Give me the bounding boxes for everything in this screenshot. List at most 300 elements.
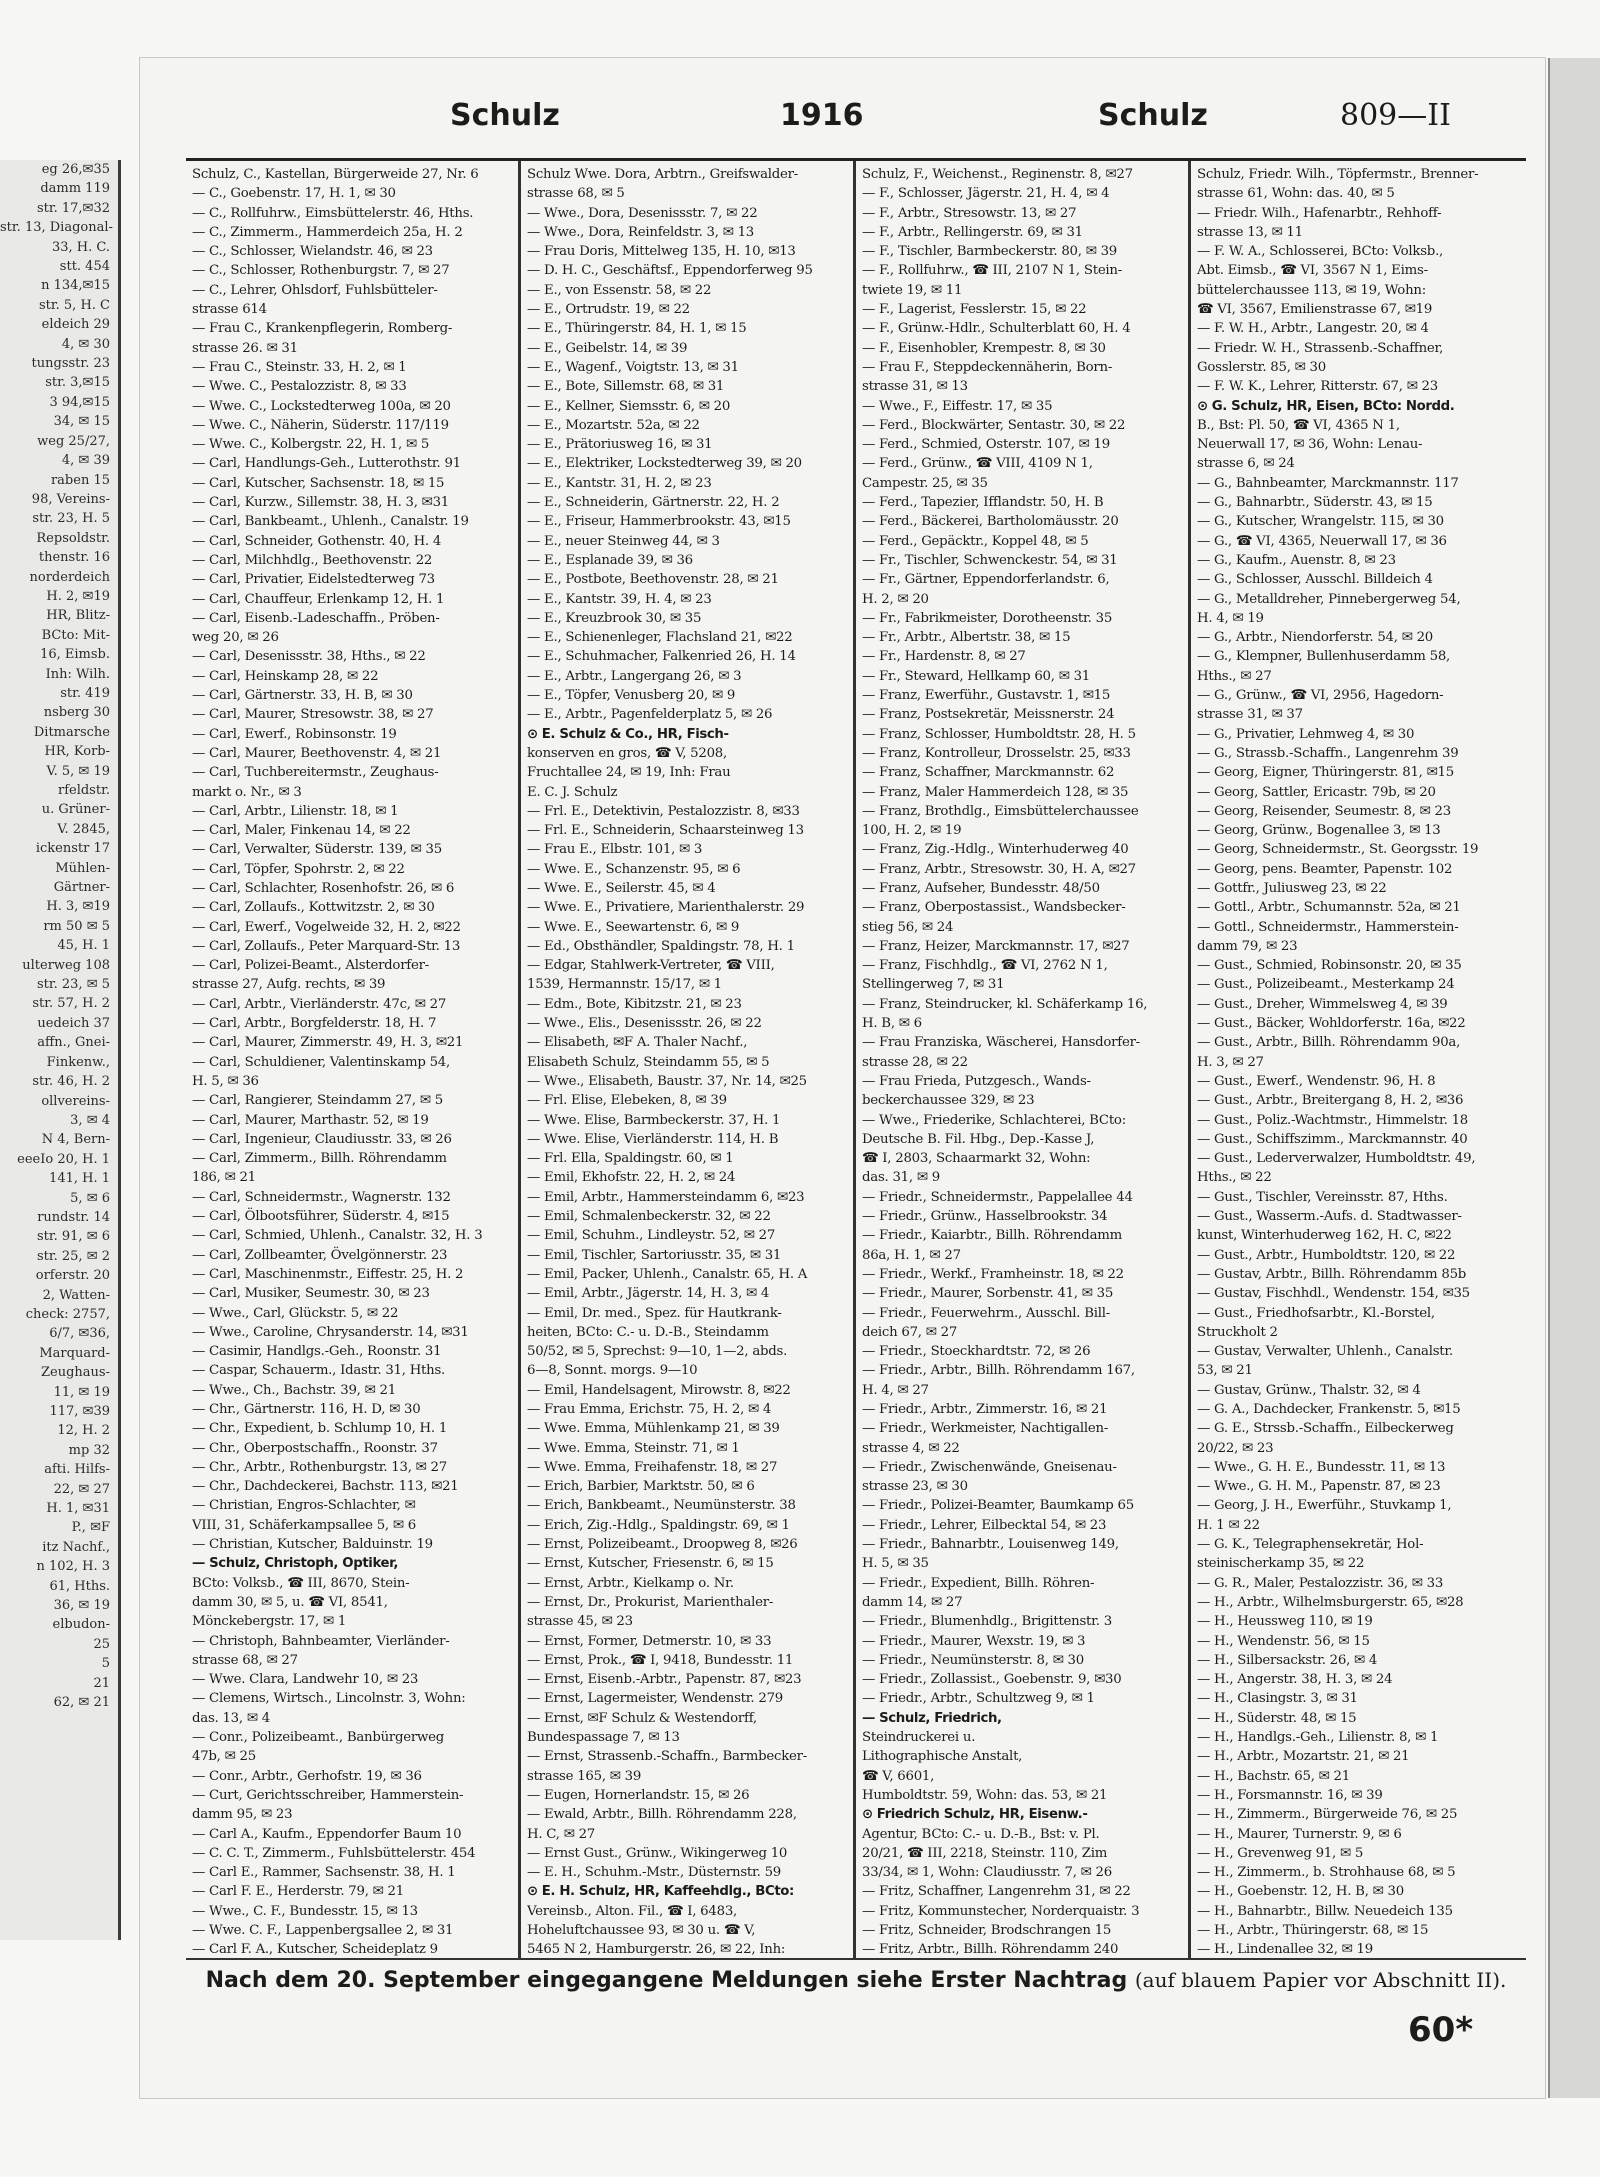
entry-text: — Carl, Desenissstr. 38, Hths., ✉ 22	[192, 649, 426, 665]
entry-text: Neuerwall 17, ✉ 36, Wohn: Lenau-	[1197, 437, 1423, 453]
directory-entry	[1197, 1632, 1522, 1651]
directory-entry	[192, 1767, 514, 1786]
entry-text: — Wwe. E., Seilerstr. 45, ✉ 4	[527, 880, 716, 896]
directory-entry	[862, 1207, 1184, 1226]
footer-note	[186, 1958, 1526, 2008]
entry-text: — E., neuer Steinweg 44, ✉ 3	[527, 533, 720, 549]
directory-entry	[1197, 1111, 1522, 1130]
entry-text: — Carl, Eisenb.-Ladeschaffn., Pröben-	[192, 610, 440, 626]
previous-page-line: elbudon-	[52, 1617, 110, 1633]
directory-entry	[527, 397, 849, 416]
entry-text: — E., Postbote, Beethovenstr. 28, ✉ 21	[527, 572, 779, 588]
entry-text: — C., Schlosser, Wielandstr. 46, ✉ 23	[192, 244, 433, 260]
entry-text: — Franz, Aufseher, Bundesstr. 48/50	[862, 880, 1100, 896]
entry-text: — Chr., Gärtnerstr. 116, H. D, ✉ 30	[192, 1402, 421, 1417]
entry-text: ☎ VI, 3567, Emilienstrasse 67, ✉19	[1197, 302, 1433, 318]
entry-text: — Ernst, Dr., Prokurist, Marienthaler-	[527, 1594, 774, 1610]
directory-entry	[527, 1188, 849, 1207]
directory-entry	[192, 647, 514, 666]
directory-entry	[862, 1940, 1184, 1959]
directory-entry	[527, 454, 849, 473]
directory-entry	[192, 783, 514, 802]
directory-entry	[192, 281, 514, 300]
directory-entry	[1197, 1381, 1522, 1400]
page-edge	[1548, 58, 1600, 2098]
entry-text: E. C. J. Schulz	[527, 784, 618, 800]
previous-page-line: ickenstr 17	[35, 841, 110, 857]
directory-entry	[527, 686, 849, 705]
entry-text: — Friedr., Neumünsterstr. 8, ✉ 30	[862, 1652, 1084, 1668]
directory-entry	[1197, 1921, 1522, 1940]
entry-text: 20/21, ☎ III, 2218, Steinstr. 110, Zim	[862, 1845, 1108, 1861]
entry-text: — Frau C., Krankenpflegerin, Romberg-	[192, 321, 453, 337]
entry-text: strasse 23, ✉ 30	[862, 1479, 968, 1495]
entry-text: strasse 31, ✉ 13	[862, 379, 968, 395]
previous-page-line: itz Nachf.,	[42, 1539, 110, 1555]
entry-text: — G., Metalldreher, Pinnebergerweg 54,	[1197, 591, 1461, 607]
directory-entry	[862, 1091, 1184, 1110]
directory-entry	[862, 1458, 1184, 1477]
entry-text: — Gust., Wasserm.-Aufs. d. Stadtwasser-	[1197, 1209, 1462, 1225]
directory-entry	[192, 1554, 514, 1573]
directory-entry	[527, 667, 849, 686]
entry-text: — Carl, Maurer, Beethovenstr. 4, ✉ 21	[192, 745, 442, 761]
entry-text: strasse 68, ✉ 27	[192, 1652, 298, 1668]
directory-entry	[527, 609, 849, 628]
entry-text: — C., Schlosser, Rothenburgstr. 7, ✉ 27	[192, 263, 450, 279]
entry-text: — Wwe. Emma, Steinstr. 71, ✉ 1	[527, 1440, 740, 1456]
entry-text: markt o. Nr., ✉ 3	[192, 784, 302, 800]
directory-entry	[527, 184, 849, 203]
entry-text: Lithographische Anstalt,	[862, 1749, 1023, 1765]
directory-entry	[862, 474, 1184, 493]
directory-entry	[192, 1419, 514, 1438]
entry-text: — Friedr., Polizei-Beamter, Baumkamp 65	[862, 1498, 1134, 1514]
directory-entry	[1197, 1786, 1522, 1805]
entry-text: — Erich, Zig.-Hdlg., Spaldingstr. 69, ✉ 1	[527, 1517, 790, 1533]
entry-text: — E., Mozartstr. 52a, ✉ 22	[527, 417, 700, 433]
directory-entry	[192, 1149, 514, 1168]
entry-text: — Friedr., Schneidermstr., Pappelallee 44	[862, 1189, 1133, 1205]
previous-page-line: n 134,✉15	[41, 278, 110, 294]
entry-text: konserven en gros, ☎ V, 5208,	[527, 745, 727, 761]
entry-text: — Carl, Zimmerm., Billh. Röhrendamm	[192, 1151, 447, 1167]
directory-entry	[1197, 1767, 1522, 1786]
directory-entry	[527, 1882, 849, 1901]
directory-entry	[192, 1361, 514, 1380]
previous-page-line: str. 5, H. C	[38, 297, 110, 313]
previous-page-line: str. 3,✉15	[45, 375, 110, 391]
directory-entry	[527, 1844, 849, 1863]
entry-text: H. 4, ✉ 19	[1197, 610, 1264, 626]
directory-entry	[527, 1554, 849, 1573]
entry-text: — E., Arbtr., Pagenfelderplatz 5, ✉ 26	[527, 707, 773, 723]
previous-page-line: 5	[101, 1656, 110, 1672]
entry-text: Friedrich Schulz, HR, Eisenw.-	[876, 1807, 1088, 1823]
entry-text: — Frl. E., Detektivin, Pestalozzistr. 8, ✉33	[527, 803, 800, 819]
directory-entry	[1197, 667, 1522, 686]
entry-text: — Carl, Ölbootsführer, Süderstr. 4, ✉15	[192, 1209, 450, 1225]
directory-entry	[862, 1477, 1184, 1496]
directory-entry	[1197, 1246, 1522, 1265]
directory-entry	[192, 1226, 514, 1245]
previous-page-line: 5, ✉ 6	[70, 1190, 110, 1206]
directory-entry	[527, 1265, 849, 1284]
entry-text: — Wwe., Elis., Desenissstr. 26, ✉ 22	[527, 1016, 762, 1032]
directory-entry	[527, 725, 849, 744]
entry-text: — Carl A., Kaufm., Eppendorfer Baum 10	[192, 1826, 462, 1842]
entry-text: — H., Maurer, Turnerstr. 9, ✉ 6	[1197, 1826, 1402, 1842]
directory-entry	[862, 1111, 1184, 1130]
entry-text: — Franz, Fischhdlg., ☎ VI, 2762 N 1,	[862, 958, 1108, 974]
directory-entry	[862, 1188, 1184, 1207]
entry-text: strasse 165, ✉ 39	[527, 1768, 642, 1784]
directory-entry	[862, 1400, 1184, 1419]
entry-text: — G., Grünw., ☎ VI, 2956, Hagedorn-	[1197, 688, 1444, 704]
directory-entry	[862, 975, 1184, 994]
directory-entry	[862, 1709, 1184, 1728]
previous-page-line: 16, Eimsb.	[40, 647, 110, 663]
directory-entry	[192, 1844, 514, 1863]
entry-text: — Wwe. E., Privatiere, Marienthalerstr. 29	[527, 900, 805, 916]
directory-entry	[527, 1863, 849, 1882]
entry-text: — Chr., Dachdeckerei, Bachstr. 113, ✉21	[192, 1479, 459, 1495]
directory-entry	[527, 319, 849, 338]
directory-entry	[862, 686, 1184, 705]
entry-text: strasse 45, ✉ 23	[527, 1614, 633, 1630]
directory-entry	[527, 281, 849, 300]
previous-page-line: H. 1, ✉31	[46, 1501, 110, 1517]
entry-text: ☎ I, 2803, Schaarmarkt 32, Wohn:	[862, 1151, 1091, 1167]
directory-entry	[527, 1053, 849, 1072]
directory-entry	[192, 1284, 514, 1303]
entry-text: das. 13, ✉ 4	[192, 1710, 270, 1726]
previous-page-line: norderdeich	[29, 569, 110, 585]
entry-text: Vereinsb., Alton. Fil., ☎ I, 6483,	[527, 1903, 738, 1919]
entry-text: — Carl, Arbtr., Borgfelderstr. 18, H. 7	[192, 1016, 437, 1032]
entry-text: — Ernst, Former, Detmerstr. 10, ✉ 33	[527, 1633, 772, 1649]
directory-entry	[527, 1651, 849, 1670]
directory-entry	[1197, 184, 1522, 203]
directory-entry	[192, 1188, 514, 1207]
directory-entry	[527, 1689, 849, 1708]
directory-entry	[192, 474, 514, 493]
entry-text: — Friedr., Maurer, Wexstr. 19, ✉ 3	[862, 1633, 1086, 1649]
entry-text: — Christoph, Bahnbeamter, Vierländer-	[192, 1633, 450, 1649]
entry-text: strasse 28, ✉ 22	[862, 1054, 968, 1070]
directory-entry	[862, 1342, 1184, 1361]
directory-entry	[862, 1304, 1184, 1323]
previous-page-line: u. Grüner-	[41, 802, 110, 818]
directory-entry	[192, 1921, 514, 1940]
directory-entry	[527, 261, 849, 280]
directory-entry	[527, 975, 849, 994]
entry-text: — G., Privatier, Lehmweg 4, ✉ 30	[1197, 726, 1415, 742]
header-year: 1916	[780, 98, 864, 133]
entry-text: Bundespassage 7, ✉ 13	[527, 1730, 680, 1746]
directory-entry	[862, 1033, 1184, 1052]
previous-page-line: uedeich 37	[37, 1015, 110, 1031]
previous-page-line: 22, ✉ 27	[53, 1481, 110, 1497]
previous-page-line: 25	[93, 1636, 110, 1652]
directory-entry	[1197, 1072, 1522, 1091]
entry-text: — Carl, Schuldiener, Valentinskamp 54,	[192, 1054, 450, 1070]
previous-page-line: damm 119	[40, 181, 110, 197]
entry-text: — G. K., Telegraphensekretär, Hol-	[1197, 1537, 1424, 1553]
directory-entry	[192, 1728, 514, 1747]
entry-text: — G., Klempner, Bullenhuserdamm 58,	[1197, 649, 1451, 665]
previous-page-line: 3 94,✉15	[49, 394, 110, 410]
directory-entry	[527, 1400, 849, 1419]
previous-page-line: 117, ✉39	[49, 1404, 110, 1419]
entry-text: H. 2, ✉ 20	[862, 591, 929, 607]
previous-page-line: str. 91, ✉ 6	[36, 1229, 110, 1245]
directory-entry	[1197, 1593, 1522, 1612]
circle-bullet-icon: ⊙	[527, 1884, 538, 1900]
entry-text: — H., Arbtr., Mozartstr. 21, ✉ 21	[1197, 1749, 1410, 1765]
entry-text: — G., Schlosser, Ausschl. Billdeich 4	[1197, 572, 1433, 588]
directory-entry	[192, 956, 514, 975]
directory-entry	[192, 1593, 514, 1612]
entry-text: — Gustav, Arbtr., Billh. Röhrendamm 85b	[1197, 1266, 1467, 1282]
entry-text: Schulz, C., Kastellan, Bürgerweide 27, Nr. 6	[192, 167, 479, 182]
directory-entry	[862, 223, 1184, 242]
entry-text: — Wwe. E., Schanzenstr. 95, ✉ 6	[527, 861, 741, 877]
entry-text: Elisabeth Schulz, Steindamm 55, ✉ 5	[527, 1054, 770, 1070]
entry-text: — E., Kellner, Siemsstr. 6, ✉ 20	[527, 398, 731, 414]
directory-entry	[862, 1767, 1184, 1786]
previous-page-line: eg 26,✉35	[41, 162, 110, 177]
entry-text: 53, ✉ 21	[1197, 1363, 1253, 1379]
directory-entry	[192, 377, 514, 396]
entry-text: — E., Bote, Sillemstr. 68, ✉ 31	[527, 379, 725, 395]
directory-entry	[862, 1825, 1184, 1844]
directory-entry	[1197, 397, 1522, 416]
directory-entry	[527, 763, 849, 782]
entry-text: — Fr., Arbtr., Albertstr. 38, ✉ 15	[862, 630, 1071, 646]
directory-entry	[527, 1111, 849, 1130]
directory-entry	[192, 918, 514, 937]
directory-entry	[862, 454, 1184, 473]
previous-page-line: N 4, Bern-	[41, 1132, 110, 1148]
previous-page-line: HR, Blitz-	[46, 608, 110, 624]
entry-text: — Georg, Schneidermstr., St. Georgsstr. 19	[1197, 842, 1479, 858]
entry-text: — Carl, Polizei-Beamt., Alsterdorfer-	[192, 958, 429, 974]
directory-entry	[1197, 1304, 1522, 1323]
entry-text: — Georg, Eigner, Thüringerstr. 81, ✉15	[1197, 765, 1454, 781]
entry-text: — F., Arbtr., Rellingerstr. 69, ✉ 31	[862, 224, 1083, 240]
entry-text: — H., Forsmannstr. 16, ✉ 39	[1197, 1787, 1383, 1803]
directory-entry	[862, 204, 1184, 223]
entry-text: Agentur, BCto: C.- u. D.-B., Bst: v. Pl.	[862, 1826, 1100, 1842]
entry-text: — Wwe., Dora, Reinfeldstr. 3, ✉ 13	[527, 224, 754, 240]
entry-text: — Carl, Ewerf., Robinsonstr. 19	[192, 726, 397, 742]
entry-text: G. Schulz, HR, Eisen, BCto: Nordd.	[1211, 398, 1455, 414]
entry-text: — H., Heussweg 110, ✉ 19	[1197, 1614, 1373, 1630]
entry-text: — Gottl., Arbtr., Schumannstr. 52a, ✉ 21	[1197, 900, 1461, 916]
previous-page-line: 45, H. 1	[57, 938, 110, 954]
entry-text: — Wwe. C., Pestalozzistr. 8, ✉ 33	[192, 379, 407, 395]
directory-entry	[862, 1612, 1184, 1631]
entry-text: — H., Arbtr., Wilhelmsburgerstr. 65, ✉28	[1197, 1594, 1464, 1610]
entry-text: — Carl, Schneider, Gothenstr. 40, H. 4	[192, 533, 442, 549]
directory-entry	[1197, 1014, 1522, 1033]
entry-text: 186, ✉ 21	[192, 1170, 256, 1186]
directory-entry	[1197, 1496, 1522, 1515]
entry-text: — Fr., Hardenstr. 8, ✉ 27	[862, 649, 1026, 665]
entry-text: — Friedr. W. H., Strassenb.-Schaffner,	[1197, 340, 1444, 356]
entry-text: — Friedr., Arbtr., Schultzweg 9, ✉ 1	[862, 1691, 1095, 1707]
previous-page-line: str. 17,✉32	[36, 200, 110, 216]
entry-text: — Ernst, ✉F Schulz & Westendorff,	[527, 1710, 757, 1726]
directory-entry	[192, 1111, 514, 1130]
directory-entry	[192, 435, 514, 454]
entry-text: — Ernst, Arbtr., Kielkamp o. Nr.	[527, 1575, 734, 1591]
previous-page-line: 4, ✉ 30	[61, 336, 110, 352]
directory-entry	[527, 1419, 849, 1438]
entry-text: steinischerkamp 35, ✉ 22	[1197, 1556, 1365, 1572]
directory-entry	[527, 242, 849, 261]
directory-entry	[527, 783, 849, 802]
directory-entry	[527, 1014, 849, 1033]
entry-text: — Friedr. Wilh., Hafenarbtr., Rehhoff-	[1197, 205, 1442, 221]
directory-entry	[527, 1786, 849, 1805]
previous-page-line: str. 57, H. 2	[32, 996, 110, 1012]
directory-entry	[527, 377, 849, 396]
entry-text: Schulz, Friedr. Wilh., Töpfermstr., Brenner-	[1197, 167, 1479, 182]
directory-entry	[1197, 474, 1522, 493]
entry-text: — G., Bahnbeamter, Marckmannstr. 117	[1197, 475, 1459, 491]
directory-entry	[527, 1323, 849, 1342]
entry-text: — Carl, Maurer, Stresowstr. 38, ✉ 27	[192, 707, 434, 723]
directory-entry	[527, 1805, 849, 1824]
entry-text: Gosslerstr. 85, ✉ 30	[1197, 359, 1326, 375]
directory-entry	[1197, 551, 1522, 570]
directory-entry	[862, 1689, 1184, 1708]
entry-text: — E., Arbtr., Langergang 26, ✉ 3	[527, 668, 742, 684]
entry-text: strasse 68, ✉ 5	[527, 186, 625, 202]
directory-entry	[1197, 319, 1522, 338]
entry-text: — H., Grevenweg 91, ✉ 5	[1197, 1845, 1364, 1861]
entry-text: Campestr. 25, ✉ 35	[862, 475, 988, 491]
entry-text: — H., Zimmerm., Bürgerweide 76, ✉ 25	[1197, 1807, 1458, 1823]
directory-entry	[527, 1747, 849, 1766]
entry-text: — Caspar, Schauerm., Idastr. 31, Hths.	[192, 1363, 445, 1379]
directory-entry	[862, 300, 1184, 319]
entry-text: H. 3, ✉ 27	[1197, 1054, 1264, 1070]
previous-page-line: str. 13, Diagonal-	[0, 220, 113, 236]
directory-entry	[1197, 763, 1522, 782]
entry-text: büttelerchaussee 113, ✉ 19, Wohn:	[1197, 282, 1426, 298]
entry-text: — E., Elektriker, Lockstedterweg 39, ✉ 20	[527, 456, 802, 472]
directory-entry	[1197, 1091, 1522, 1110]
entry-text: — Franz, Ewerführ., Gustavstr. 1, ✉15	[862, 688, 1111, 704]
column-4	[1191, 161, 1526, 1959]
entry-text: — Ernst Gust., Grünw., Wikingerweg 10	[527, 1845, 788, 1861]
previous-page-line: Mühlen-	[55, 860, 110, 876]
entry-text: — Gust., Lederverwalzer, Humboldtstr. 49,	[1197, 1151, 1476, 1167]
directory-entry	[192, 1689, 514, 1708]
entry-text: 100, H. 2, ✉ 19	[862, 823, 962, 839]
directory-entry	[862, 628, 1184, 647]
entry-text: — Carl, Schneidermstr., Wagnerstr. 132	[192, 1189, 451, 1205]
directory-entry	[862, 725, 1184, 744]
directory-entry	[192, 1651, 514, 1670]
entry-text: — Emil, Schmalenbeckerstr. 32, ✉ 22	[527, 1209, 771, 1225]
entry-text: — Ferd., Schmied, Osterstr. 107, ✉ 19	[862, 437, 1110, 453]
entry-text: — Friedr., Zollassist., Goebenstr. 9, ✉30	[862, 1672, 1122, 1688]
directory-entry	[527, 1940, 849, 1959]
directory-entry	[192, 1381, 514, 1400]
directory-entry	[862, 1747, 1184, 1766]
entry-text: — Gottl., Schneidermstr., Hammerstein-	[1197, 919, 1459, 935]
directory-entry	[192, 1786, 514, 1805]
directory-entry	[1197, 358, 1522, 377]
entry-text: — E., Schneiderin, Gärtnerstr. 22, H. 2	[527, 495, 780, 511]
entry-text: 86a, H. 1, ✉ 27	[862, 1247, 961, 1263]
entry-text: — Gust., Ewerf., Wendenstr. 96, H. 8	[1197, 1073, 1436, 1089]
directory-entry	[862, 1072, 1184, 1091]
directory-entry	[862, 1014, 1184, 1033]
directory-entry	[1197, 1342, 1522, 1361]
entry-text: — Franz, Oberpostassist., Wandsbecker-	[862, 900, 1126, 916]
directory-entry	[862, 995, 1184, 1014]
entry-text: — E., Kantstr. 31, H. 2, ✉ 23	[527, 475, 712, 491]
directory-entry	[1197, 1689, 1522, 1708]
entry-text: — Carl, Maurer, Marthastr. 52, ✉ 19	[192, 1112, 429, 1128]
directory-entry	[192, 512, 514, 531]
directory-entry	[192, 1670, 514, 1689]
entry-text: — F., Schlosser, Jägerstr. 21, H. 4, ✉ 4	[862, 186, 1110, 202]
directory-entry	[1197, 609, 1522, 628]
entry-text: — Wwe., Carl, Glückstr. 5, ✉ 22	[192, 1305, 399, 1321]
directory-entry	[192, 1033, 514, 1052]
entry-text: — Emil, Packer, Uhlenh., Canalstr. 65, H. A	[527, 1266, 808, 1282]
directory-entry	[1197, 647, 1522, 666]
entry-text: — Frau Franziska, Wäscherei, Hansdorfer-	[862, 1035, 1140, 1051]
entry-text: — Gustav, Verwalter, Uhlenh., Canalstr.	[1197, 1344, 1454, 1360]
entry-text: — Wwe., Ch., Bachstr. 39, ✉ 21	[192, 1382, 396, 1398]
previous-page-line: H. 3, ✉19	[46, 899, 110, 915]
directory-entry	[527, 570, 849, 589]
directory-entry	[527, 879, 849, 898]
directory-entry	[527, 1516, 849, 1535]
directory-entry	[527, 1728, 849, 1747]
entry-text: — Carl F. A., Kutscher, Scheideplatz 9	[192, 1942, 438, 1958]
previous-page-line: 21	[93, 1675, 110, 1691]
directory-entry	[1197, 1458, 1522, 1477]
directory-entry	[192, 1168, 514, 1187]
entry-text: — Casimir, Handlgs.-Geh., Roonstr. 31	[192, 1344, 442, 1360]
entry-text: — Friedr., Zwischenwände, Gneisenau-	[862, 1459, 1117, 1475]
entry-text: — D. H. C., Geschäftsf., Eppendorferweg 95	[527, 263, 813, 279]
directory-entry	[862, 1882, 1184, 1901]
directory-entry	[862, 1149, 1184, 1168]
entry-text: — G., Bahnarbtr., Süderstr. 43, ✉ 15	[1197, 495, 1433, 511]
directory-entry	[192, 744, 514, 763]
directory-entry	[527, 435, 849, 454]
directory-entry	[192, 1265, 514, 1284]
entry-text: — Carl, Privatier, Eidelstedterweg 73	[192, 572, 435, 588]
previous-page-line: str. 25, ✉ 2	[36, 1248, 110, 1264]
entry-text: — G., Kutscher, Wrangelstr. 115, ✉ 30	[1197, 514, 1444, 530]
entry-text: — Fr., Steward, Hellkamp 60, ✉ 31	[862, 668, 1090, 684]
directory-entry	[527, 474, 849, 493]
entry-text: — Fr., Gärtner, Eppendorferlandstr. 6,	[862, 572, 1110, 588]
entry-text: strasse 26. ✉ 31	[192, 340, 298, 356]
directory-entry	[862, 358, 1184, 377]
entry-text: strasse 61, Wohn: das. 40, ✉ 5	[1197, 186, 1395, 202]
